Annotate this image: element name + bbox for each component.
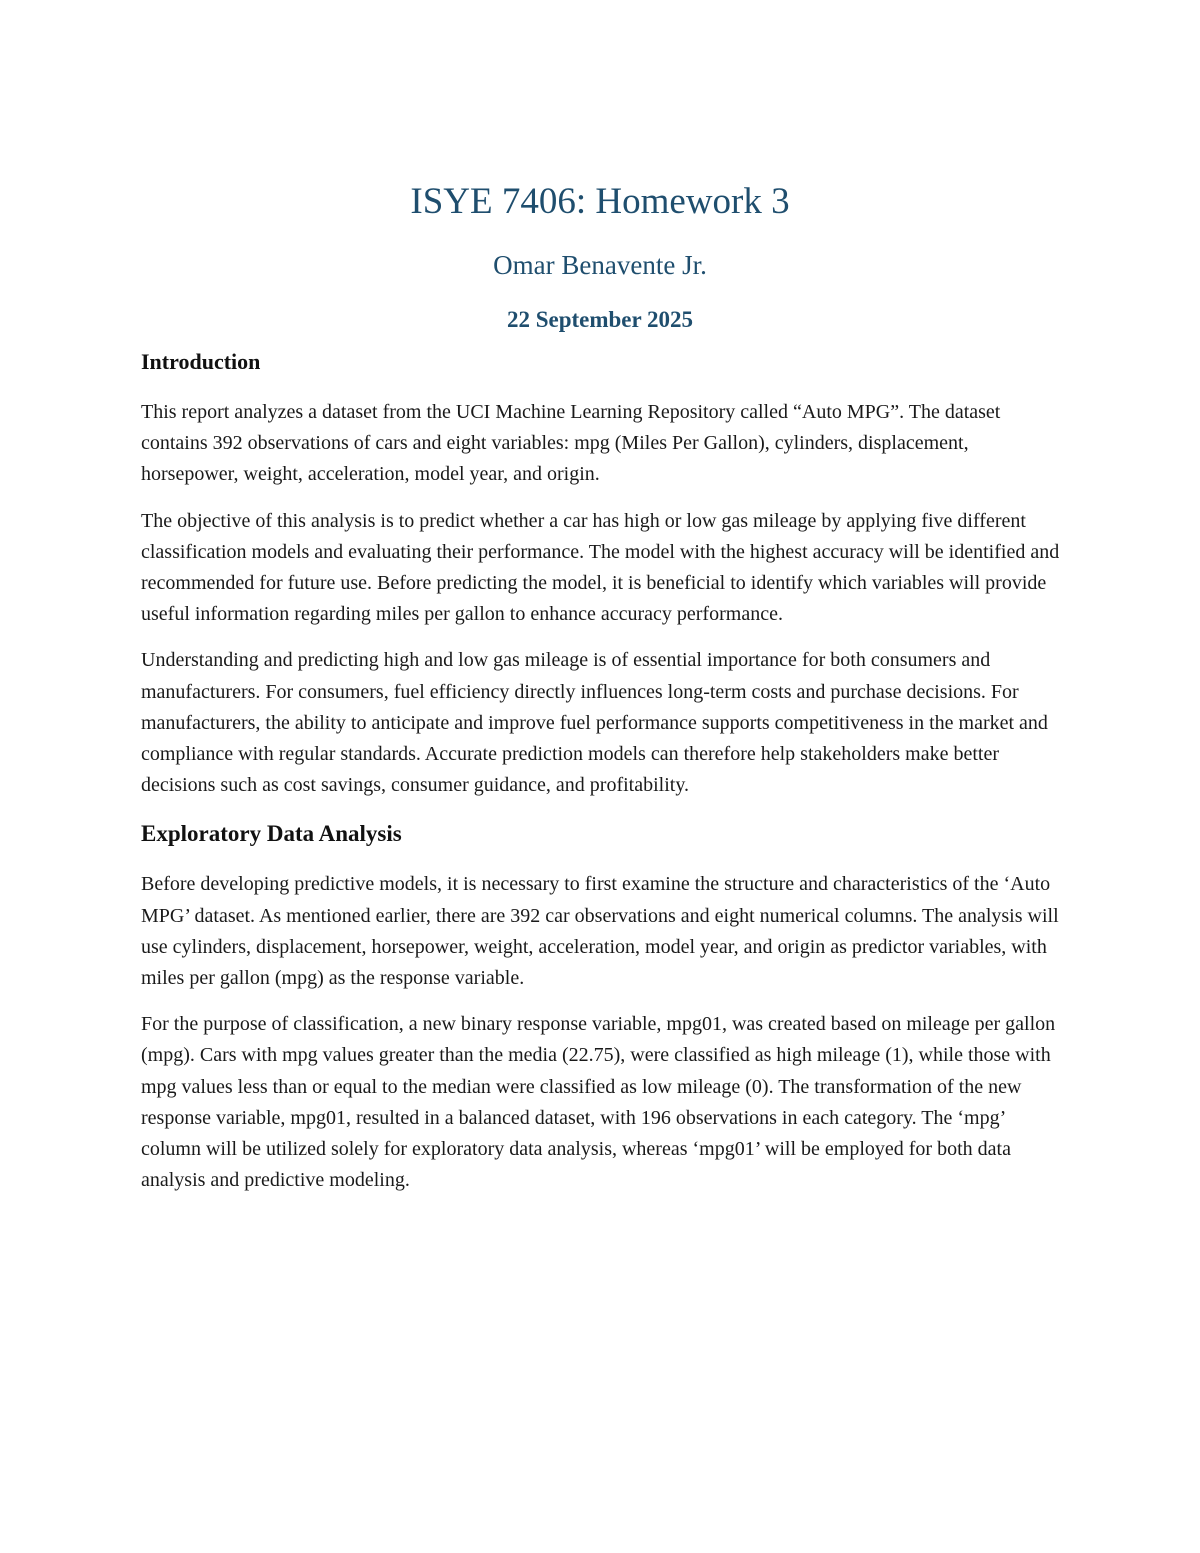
eda-section	[141, 819, 1061, 1196]
eda-paragraph-2: For the purpose of classification, a new binary response variable, mpg01, was created based on mileage per gallon (mpg). Cars with mpg values greater than the media (22.75), were classified as high mileage (1), while those with mpg values less than or equal to the median were classified as low mileage (0). The transformation of the new response variable, mpg01, resulted in a balanced dataset, with 196 observations in each category. The ‘mpg’ column will be utilized solely for exploratory data analysis, whereas ‘mpg01’ will be employed for both data analysis and predictive modeling.	[141, 1013, 1056, 1192]
introduction-paragraph-3: Understanding and predicting high and low gas mileage is of essential importance for both consumers and manufacturers. For consumers, fuel efficiency directly influences long-term costs and purchase decisions. For manufacturers, the ability to anticipate and improve fuel performance supports competitiveness in the market and compliance with regular standards. Accurate prediction models can therefore help stakeholders make better decisions such as cost savings, consumer guidance, and profitability.	[141, 649, 1048, 797]
section-heading-introduction: Introduction	[141, 349, 261, 374]
document-body	[141, 347, 1061, 1211]
document-date: 22 September 2025	[506, 307, 694, 332]
introduction-paragraph-1: This report analyzes a dataset from the UCI Machine Learning Repository called “Auto MPG”. The dataset contains 392 observations of cars and eight variables: mpg (Miles Per Gallon), cylinders, displacement, horsepower, weight, acceleration, model year, and origin.	[141, 401, 1001, 486]
section-heading-eda: Exploratory Data Analysis	[141, 821, 402, 847]
document-title: ISYE 7406: Homework 3	[410, 181, 790, 222]
introduction-paragraph-2: The objective of this analysis is to predict whether a car has high or low gas mileage by applying five different classification models and evaluating their performance. The model with the highest accuracy will be identified and recommended for future use. Before predicting the model, it is beneficial to identify which variables will provide useful information regarding miles per gallon to enhance accuracy performance.	[141, 509, 1060, 626]
introduction-section	[141, 347, 1061, 801]
document-author: Omar Benavente Jr.	[493, 250, 707, 280]
eda-paragraph-1: Before developing predictive models, it is necessary to first examine the structure and characteristics of the ‘Auto MPG’ dataset. As mentioned earlier, there are 392 car observations and eight numerical columns. The analysis will use cylinders, displacement, horsepower, weight, acceleration, model year, and origin as predictor variables, with miles per gallon (mpg) as the response variable.	[141, 873, 1059, 990]
